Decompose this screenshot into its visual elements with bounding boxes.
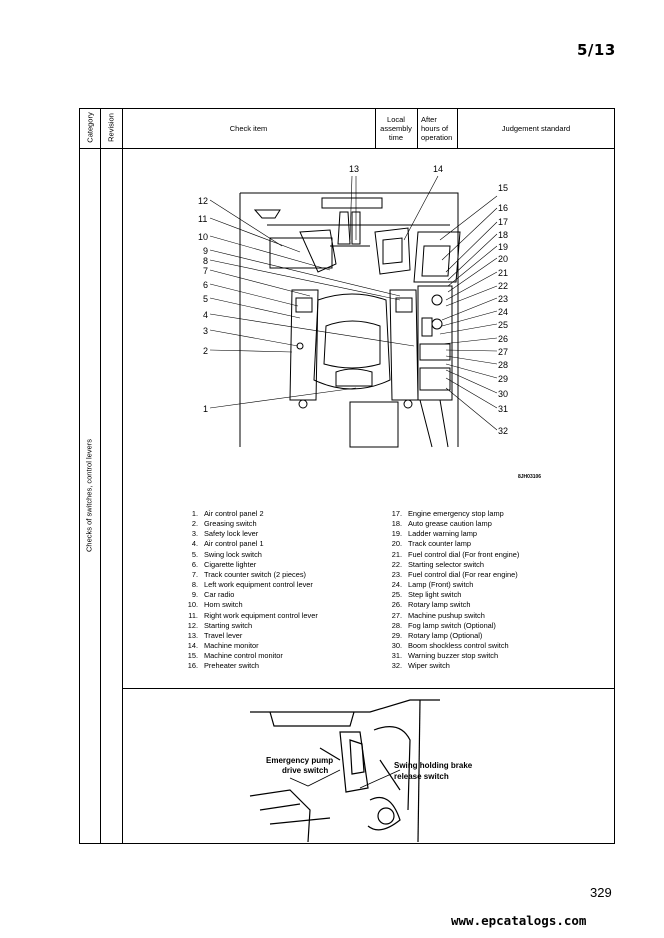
legend-item xyxy=(180,580,318,590)
legend-item xyxy=(180,560,318,570)
legend-number: 30. xyxy=(391,641,402,651)
legend-item xyxy=(384,529,519,539)
legend-item xyxy=(384,611,519,621)
callout-23: 23 xyxy=(498,294,509,304)
legend-text: Greasing switch xyxy=(204,519,257,529)
legend-number: 16. xyxy=(187,661,198,671)
legend-text: Lamp (Front) switch xyxy=(408,580,474,590)
legend-text: Preheater switch xyxy=(204,661,260,671)
legend-number: 24. xyxy=(391,580,402,590)
legend-number: 13. xyxy=(187,630,198,640)
legend-left xyxy=(180,509,318,672)
callout-29: 29 xyxy=(498,374,509,384)
legend-number: 28. xyxy=(391,620,402,630)
legend-item xyxy=(384,641,519,651)
legend-text: Starting selector switch xyxy=(408,559,484,569)
legend-item xyxy=(384,509,519,519)
legend-item xyxy=(180,550,318,560)
callout-8: 8 xyxy=(203,256,209,266)
photo-label-right-line2: release switch xyxy=(394,772,449,781)
legend-item xyxy=(180,509,318,519)
callout-12: 12 xyxy=(198,196,209,206)
callout-20: 20 xyxy=(498,254,509,264)
divider xyxy=(122,688,615,689)
cab-layout-diagram xyxy=(122,148,615,478)
legend-text: Machine control monitor xyxy=(204,651,283,661)
legend-number: 29. xyxy=(391,630,402,640)
legend-number: 11. xyxy=(188,610,198,620)
callout-16: 16 xyxy=(498,203,509,213)
legend-text: Track counter lamp xyxy=(408,539,471,549)
legend-item xyxy=(180,651,318,661)
legend-text: Fuel control dial (For front engine) xyxy=(408,549,520,559)
photo-label-left-line2: drive switch xyxy=(282,766,329,775)
legend-item xyxy=(180,631,318,641)
legend-right xyxy=(384,509,519,672)
legend-item xyxy=(384,560,519,570)
callout-7: 7 xyxy=(203,266,209,276)
callout-4: 4 xyxy=(203,310,209,320)
legend-number: 5. xyxy=(191,549,198,559)
header-revision: Revision xyxy=(106,113,116,142)
figure-code: 8JH03106 xyxy=(518,474,542,480)
callout-32: 32 xyxy=(498,426,509,436)
callout-6: 6 xyxy=(203,280,209,290)
header-judgement: Judgement standard xyxy=(501,123,571,133)
legend-text: Fuel control dial (For rear engine) xyxy=(408,569,518,579)
legend-text: Machine monitor xyxy=(204,641,259,651)
legend-number: 9. xyxy=(191,590,198,600)
legend-number: 15. xyxy=(187,651,198,661)
legend-item xyxy=(180,611,318,621)
legend-text: Rotary lamp switch xyxy=(408,600,471,610)
page-number: 329 xyxy=(590,885,612,900)
legend-text: Rotary lamp (Optional) xyxy=(408,630,483,640)
legend-item xyxy=(180,590,318,600)
header-local-line2: assembly xyxy=(380,123,412,133)
callout-26: 26 xyxy=(498,334,509,344)
callout-24: 24 xyxy=(498,307,509,317)
legend-item xyxy=(384,600,519,610)
legend-text: Horn switch xyxy=(204,600,243,610)
photo-label-right-line1: Swing holding brake xyxy=(394,761,473,770)
legend-number: 8. xyxy=(191,580,198,590)
header-local-line1: Local xyxy=(387,114,405,124)
header-after-line2: hours of xyxy=(421,123,449,133)
callout-25: 25 xyxy=(498,320,509,330)
legend-number: 10. xyxy=(187,600,198,610)
legend-number: 22. xyxy=(391,559,402,569)
legend-number: 25. xyxy=(391,590,402,600)
legend-item xyxy=(384,519,519,529)
callout-9: 9 xyxy=(203,246,209,256)
legend-number: 17. xyxy=(391,509,402,518)
legend-number: 23. xyxy=(391,569,402,579)
callout-18: 18 xyxy=(498,230,509,240)
legend-number: 1. xyxy=(191,509,198,518)
header-after-hours xyxy=(418,110,457,146)
category-label: Checks of switches, control levers xyxy=(84,439,94,552)
legend-number: 32. xyxy=(391,661,402,671)
callout-5: 5 xyxy=(203,294,209,304)
legend-item xyxy=(384,580,519,590)
legend-number: 20. xyxy=(391,539,402,549)
legend-item xyxy=(180,621,318,631)
page-label: 5/13 xyxy=(577,41,616,59)
legend-text: Air control panel 2 xyxy=(204,509,264,518)
callout-11: 11 xyxy=(198,214,208,224)
header-category: Category xyxy=(85,112,95,143)
legend-item xyxy=(180,641,318,651)
legend-number: 19. xyxy=(391,529,402,539)
legend-item xyxy=(180,519,318,529)
legend-item xyxy=(384,550,519,560)
legend-text: Starting switch xyxy=(204,620,253,630)
callout-21: 21 xyxy=(498,268,509,278)
legend-number: 3. xyxy=(191,529,198,539)
legend-text: Wiper switch xyxy=(408,661,450,671)
header-after-line3: operation xyxy=(421,132,453,142)
legend-text: Track counter switch (2 pieces) xyxy=(204,569,306,579)
callout-10: 10 xyxy=(198,232,209,242)
legend-item xyxy=(384,621,519,631)
legend-text: Ladder warning lamp xyxy=(408,529,478,539)
legend-number: 18. xyxy=(391,519,402,529)
callout-19: 19 xyxy=(498,242,509,252)
legend-item xyxy=(384,570,519,580)
legend-text: Engine emergency stop lamp xyxy=(408,509,504,518)
legend-text: Auto grease caution lamp xyxy=(408,519,492,529)
legend-number: 31. xyxy=(391,651,402,661)
legend-item xyxy=(180,600,318,610)
callout-15: 15 xyxy=(498,183,509,193)
photo-illustration xyxy=(250,700,473,842)
legend-text: Travel lever xyxy=(204,630,243,640)
legend-item xyxy=(180,529,318,539)
callout-13: 13 xyxy=(349,164,360,174)
legend-number: 6. xyxy=(191,559,198,569)
legend-number: 2. xyxy=(191,519,198,529)
header-after-line1: After xyxy=(421,114,437,124)
legend-number: 27. xyxy=(391,610,402,620)
photo-label-left-line1: Emergency pump xyxy=(266,756,334,765)
legend-item xyxy=(180,539,318,549)
legend-text: Safety lock lever xyxy=(204,529,259,539)
legend-text: Car radio xyxy=(204,590,235,600)
legend-text: Right work equipment control lever xyxy=(204,610,318,620)
legend-text: Warning buzzer stop switch xyxy=(408,651,499,661)
legend-number: 4. xyxy=(191,539,198,549)
legend-text: Swing lock switch xyxy=(204,549,262,559)
callout-2: 2 xyxy=(203,346,209,356)
legend-number: 14. xyxy=(187,641,198,651)
legend-item xyxy=(384,539,519,549)
legend-text: Machine pushup switch xyxy=(408,610,485,620)
divider xyxy=(100,108,101,844)
website-link[interactable]: www.epcatalogs.com xyxy=(451,913,587,928)
legend-item xyxy=(384,651,519,661)
callout-27: 27 xyxy=(498,347,509,357)
legend-text: Boom shockless control switch xyxy=(408,641,509,651)
callout-31: 31 xyxy=(498,404,509,414)
legend-text: Air control panel 1 xyxy=(204,539,264,549)
legend-number: 21. xyxy=(391,549,402,559)
legend-text: Left work equipment control lever xyxy=(204,580,313,590)
legend-item xyxy=(180,661,318,671)
callout-14: 14 xyxy=(433,164,444,174)
legend-number: 7. xyxy=(191,569,198,579)
header-local-line3: time xyxy=(388,132,404,142)
callout-3: 3 xyxy=(203,326,209,336)
legend-item xyxy=(384,661,519,671)
legend-text: Fog lamp switch (Optional) xyxy=(408,620,496,630)
legend-item xyxy=(384,631,519,641)
legend-item xyxy=(180,570,318,580)
callout-22: 22 xyxy=(498,281,509,291)
legend-number: 12. xyxy=(187,620,198,630)
callout-17: 17 xyxy=(498,217,509,227)
header-check-item: Check item xyxy=(229,123,268,133)
header-local-assembly xyxy=(375,110,417,146)
legend-text: Cigarette lighter xyxy=(204,559,257,569)
callout-30: 30 xyxy=(498,389,509,399)
legend-text: Step light switch xyxy=(408,590,462,600)
callout-1: 1 xyxy=(203,404,209,414)
legend-number: 26. xyxy=(391,600,402,610)
legend-item xyxy=(384,590,519,600)
callout-28: 28 xyxy=(498,360,509,370)
